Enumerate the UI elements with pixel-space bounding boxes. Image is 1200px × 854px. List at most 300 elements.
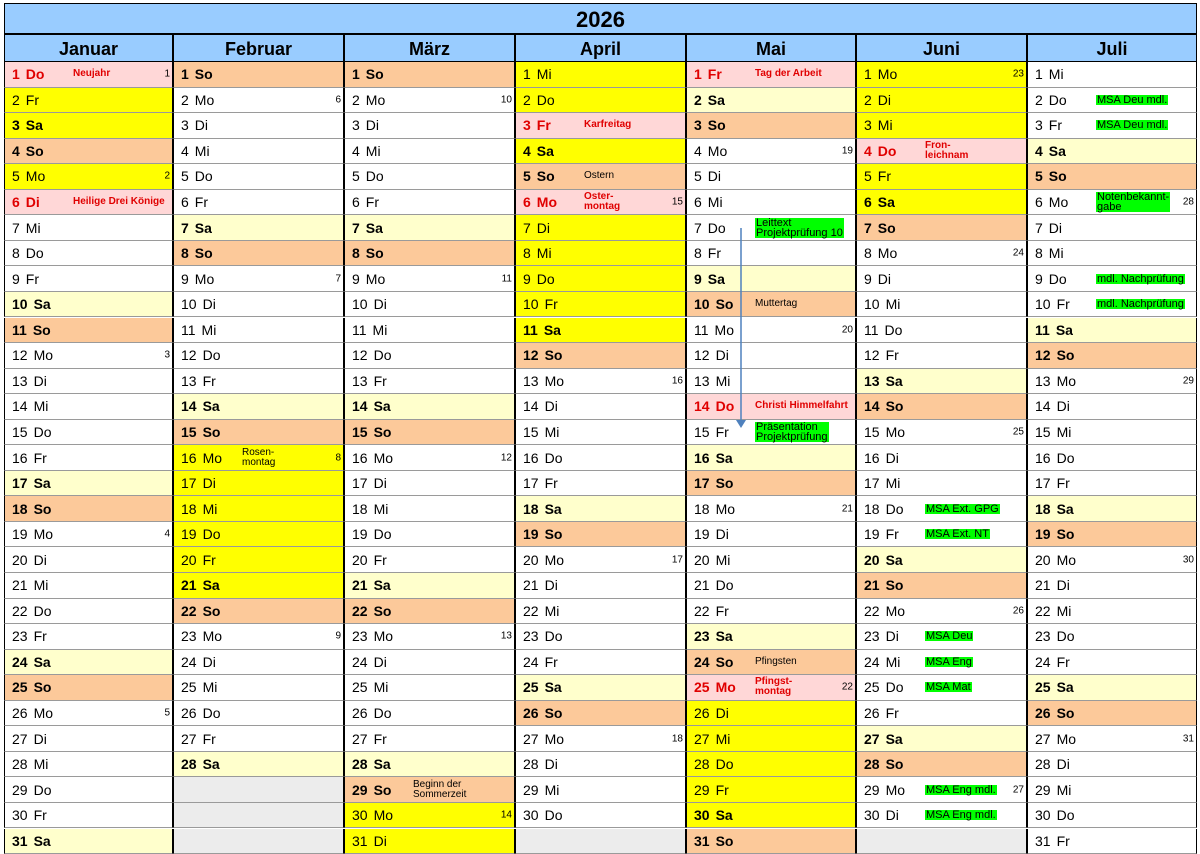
day-cell[interactable] bbox=[515, 522, 686, 548]
day-cell[interactable] bbox=[173, 420, 344, 446]
day-cell[interactable] bbox=[344, 62, 515, 88]
day-cell[interactable] bbox=[1027, 113, 1197, 139]
day-cell[interactable] bbox=[173, 522, 344, 548]
day-cell[interactable] bbox=[173, 752, 344, 778]
day-cell[interactable] bbox=[1027, 164, 1197, 190]
day-cell[interactable] bbox=[515, 113, 686, 139]
day-cell[interactable] bbox=[515, 62, 686, 88]
month-column bbox=[344, 34, 515, 854]
day-of-month: 28 bbox=[523, 756, 539, 772]
day-number bbox=[12, 777, 51, 802]
day-cell[interactable] bbox=[344, 803, 515, 829]
weekday: Sa bbox=[374, 577, 391, 593]
day-cell[interactable] bbox=[4, 215, 173, 241]
day-cell[interactable] bbox=[856, 292, 1027, 318]
day-cell[interactable] bbox=[344, 292, 515, 318]
day-cell[interactable] bbox=[686, 573, 856, 599]
day-cell[interactable] bbox=[686, 292, 856, 318]
day-cell[interactable] bbox=[515, 573, 686, 599]
day-cell[interactable] bbox=[686, 701, 856, 727]
day-cell[interactable] bbox=[173, 139, 344, 165]
day-cell[interactable] bbox=[344, 701, 515, 727]
day-cell[interactable] bbox=[173, 88, 344, 114]
day-cell[interactable] bbox=[686, 624, 856, 650]
day-cell[interactable] bbox=[856, 573, 1027, 599]
day-cell[interactable] bbox=[686, 241, 856, 267]
day-cell[interactable] bbox=[344, 113, 515, 139]
day-cell[interactable] bbox=[856, 215, 1027, 241]
day-cell[interactable] bbox=[173, 318, 344, 344]
day-cell[interactable] bbox=[344, 522, 515, 548]
day-number bbox=[523, 522, 562, 547]
day-cell[interactable] bbox=[344, 573, 515, 599]
day-cell[interactable] bbox=[344, 496, 515, 522]
day-cell[interactable] bbox=[515, 241, 686, 267]
day-cell[interactable] bbox=[856, 803, 1027, 829]
day-cell[interactable] bbox=[1027, 752, 1197, 778]
day-cell[interactable] bbox=[1027, 369, 1197, 395]
weekday: Fr bbox=[1057, 296, 1070, 312]
day-cell[interactable] bbox=[515, 445, 686, 471]
day-cell[interactable] bbox=[1027, 522, 1197, 548]
day-cell[interactable] bbox=[173, 573, 344, 599]
event-label: MSA Mat bbox=[925, 675, 972, 700]
day-cell[interactable] bbox=[344, 829, 515, 854]
day-cell[interactable] bbox=[515, 752, 686, 778]
day-cell[interactable] bbox=[4, 496, 173, 522]
day-cell[interactable] bbox=[686, 318, 856, 344]
day-cell[interactable] bbox=[173, 369, 344, 395]
day-cell[interactable] bbox=[4, 752, 173, 778]
week-number: 7 bbox=[335, 273, 341, 284]
day-number bbox=[181, 215, 212, 240]
day-of-month: 24 bbox=[12, 654, 28, 670]
day-cell[interactable] bbox=[4, 164, 173, 190]
day-cell[interactable] bbox=[4, 650, 173, 676]
day-cell[interactable] bbox=[4, 445, 173, 471]
day-cell[interactable] bbox=[344, 343, 515, 369]
day-cell[interactable] bbox=[344, 88, 515, 114]
day-cell[interactable] bbox=[1027, 241, 1197, 267]
day-cell[interactable] bbox=[856, 624, 1027, 650]
day-cell[interactable] bbox=[4, 675, 173, 701]
day-of-month: 20 bbox=[12, 552, 28, 568]
day-cell[interactable] bbox=[344, 190, 515, 216]
day-cell[interactable] bbox=[686, 445, 856, 471]
day-cell[interactable] bbox=[344, 369, 515, 395]
day-cell[interactable] bbox=[686, 829, 856, 854]
day-cell[interactable] bbox=[344, 777, 515, 803]
day-number bbox=[352, 62, 384, 87]
day-cell[interactable] bbox=[1027, 675, 1197, 701]
day-cell[interactable] bbox=[344, 547, 515, 573]
day-cell[interactable] bbox=[1027, 829, 1197, 854]
day-cell[interactable] bbox=[515, 369, 686, 395]
day-cell[interactable] bbox=[686, 777, 856, 803]
day-of-month: 6 bbox=[523, 194, 531, 210]
day-cell[interactable] bbox=[4, 343, 173, 369]
day-cell[interactable] bbox=[515, 726, 686, 752]
day-cell[interactable] bbox=[4, 266, 173, 292]
day-cell[interactable] bbox=[1027, 62, 1197, 88]
day-cell[interactable] bbox=[1027, 726, 1197, 752]
day-cell[interactable] bbox=[344, 650, 515, 676]
day-cell[interactable] bbox=[344, 624, 515, 650]
day-cell[interactable] bbox=[856, 752, 1027, 778]
event-label: Notenbekannt- gabe bbox=[1096, 190, 1170, 215]
day-cell[interactable] bbox=[856, 471, 1027, 497]
day-cell[interactable] bbox=[4, 292, 173, 318]
day-cell[interactable] bbox=[515, 496, 686, 522]
day-cell[interactable] bbox=[856, 496, 1027, 522]
day-cell[interactable] bbox=[686, 343, 856, 369]
weekday: Fr bbox=[203, 731, 216, 747]
day-number bbox=[694, 777, 729, 802]
day-cell[interactable] bbox=[173, 701, 344, 727]
day-cell[interactable] bbox=[856, 675, 1027, 701]
day-cell[interactable] bbox=[686, 62, 856, 88]
day-of-month: 12 bbox=[864, 347, 880, 363]
day-cell[interactable] bbox=[686, 369, 856, 395]
day-number bbox=[181, 752, 220, 777]
day-of-month: 27 bbox=[12, 731, 28, 747]
day-cell[interactable] bbox=[515, 266, 686, 292]
day-of-month: 28 bbox=[694, 756, 710, 772]
day-cell[interactable] bbox=[173, 599, 344, 625]
day-cell[interactable] bbox=[515, 471, 686, 497]
day-cell[interactable] bbox=[686, 752, 856, 778]
day-cell[interactable] bbox=[1027, 777, 1197, 803]
day-cell[interactable] bbox=[515, 139, 686, 165]
day-of-month: 17 bbox=[864, 475, 880, 491]
day-cell[interactable] bbox=[686, 803, 856, 829]
day-cell[interactable] bbox=[4, 318, 173, 344]
day-cell[interactable] bbox=[4, 241, 173, 267]
day-cell[interactable] bbox=[173, 394, 344, 420]
day-of-month: 10 bbox=[12, 296, 28, 312]
weekday: Di bbox=[366, 117, 379, 133]
week-number: 27 bbox=[1013, 784, 1024, 795]
weekday: So bbox=[708, 117, 726, 133]
day-cell[interactable] bbox=[4, 420, 173, 446]
day-number bbox=[864, 573, 903, 598]
day-cell[interactable] bbox=[4, 522, 173, 548]
day-cell[interactable] bbox=[1027, 394, 1197, 420]
day-cell[interactable] bbox=[515, 624, 686, 650]
day-cell[interactable] bbox=[515, 343, 686, 369]
day-number bbox=[864, 624, 899, 649]
day-cell[interactable] bbox=[856, 266, 1027, 292]
day-cell[interactable] bbox=[173, 241, 344, 267]
day-number bbox=[352, 292, 387, 317]
day-cell[interactable] bbox=[856, 164, 1027, 190]
day-cell[interactable] bbox=[173, 164, 344, 190]
day-cell[interactable] bbox=[173, 726, 344, 752]
day-number bbox=[352, 88, 385, 113]
weekday: Do bbox=[374, 526, 392, 542]
day-of-month: 10 bbox=[1035, 296, 1051, 312]
day-of-month: 9 bbox=[12, 271, 20, 287]
day-cell[interactable] bbox=[4, 547, 173, 573]
day-cell[interactable] bbox=[4, 726, 173, 752]
day-cell[interactable] bbox=[173, 445, 344, 471]
day-cell[interactable] bbox=[515, 394, 686, 420]
event-label: Präsentation Projektprüfung bbox=[755, 420, 829, 445]
day-of-month: 2 bbox=[864, 92, 872, 108]
day-cell[interactable] bbox=[515, 701, 686, 727]
day-cell[interactable] bbox=[686, 164, 856, 190]
day-cell[interactable] bbox=[1027, 190, 1197, 216]
weekday: Mi bbox=[716, 373, 731, 389]
weekday: Sa bbox=[203, 398, 220, 414]
day-number bbox=[694, 599, 729, 624]
day-cell[interactable] bbox=[856, 113, 1027, 139]
day-cell[interactable] bbox=[173, 343, 344, 369]
day-cell[interactable] bbox=[856, 190, 1027, 216]
weekday: Mi bbox=[708, 194, 723, 210]
day-cell[interactable] bbox=[1027, 266, 1197, 292]
day-cell[interactable] bbox=[4, 62, 173, 88]
day-cell[interactable] bbox=[1027, 573, 1197, 599]
weekday: Sa bbox=[544, 322, 561, 338]
day-cell[interactable] bbox=[856, 726, 1027, 752]
day-cell[interactable] bbox=[686, 675, 856, 701]
day-cell[interactable] bbox=[856, 318, 1027, 344]
day-number bbox=[694, 752, 733, 777]
day-cell[interactable] bbox=[1027, 496, 1197, 522]
day-cell[interactable] bbox=[1027, 701, 1197, 727]
day-cell[interactable] bbox=[173, 215, 344, 241]
day-cell[interactable] bbox=[173, 113, 344, 139]
day-cell[interactable] bbox=[856, 599, 1027, 625]
day-of-month: 14 bbox=[523, 398, 539, 414]
day-number bbox=[694, 803, 733, 828]
day-cell[interactable] bbox=[344, 445, 515, 471]
day-cell[interactable] bbox=[173, 292, 344, 318]
day-cell[interactable] bbox=[344, 726, 515, 752]
day-cell[interactable] bbox=[4, 701, 173, 727]
day-number bbox=[181, 266, 214, 291]
day-of-month: 6 bbox=[181, 194, 189, 210]
day-cell[interactable] bbox=[173, 62, 344, 88]
day-cell[interactable] bbox=[856, 88, 1027, 114]
day-number bbox=[523, 752, 558, 777]
day-cell[interactable] bbox=[344, 215, 515, 241]
day-cell[interactable] bbox=[686, 522, 856, 548]
day-cell[interactable] bbox=[686, 471, 856, 497]
day-cell[interactable] bbox=[515, 803, 686, 829]
day-cell[interactable] bbox=[173, 675, 344, 701]
weekday: Mi bbox=[886, 296, 901, 312]
day-cell[interactable] bbox=[686, 650, 856, 676]
day-of-month: 21 bbox=[1035, 577, 1051, 593]
day-cell[interactable] bbox=[515, 292, 686, 318]
day-cell[interactable] bbox=[515, 190, 686, 216]
month-header: Februar bbox=[173, 34, 344, 62]
week-number: 28 bbox=[1183, 197, 1194, 208]
day-cell[interactable] bbox=[856, 701, 1027, 727]
day-cell[interactable] bbox=[344, 139, 515, 165]
day-cell[interactable] bbox=[515, 88, 686, 114]
weekday: So bbox=[374, 424, 392, 440]
day-cell[interactable] bbox=[515, 650, 686, 676]
day-cell[interactable] bbox=[344, 471, 515, 497]
day-cell[interactable] bbox=[686, 215, 856, 241]
day-number bbox=[352, 471, 387, 496]
day-cell[interactable] bbox=[344, 752, 515, 778]
day-cell[interactable] bbox=[686, 266, 856, 292]
day-cell[interactable] bbox=[1027, 599, 1197, 625]
day-cell[interactable] bbox=[686, 394, 856, 420]
day-of-month: 3 bbox=[181, 117, 189, 133]
week-number: 6 bbox=[335, 94, 341, 105]
day-cell[interactable] bbox=[1027, 420, 1197, 446]
day-cell[interactable] bbox=[686, 113, 856, 139]
day-cell[interactable] bbox=[515, 420, 686, 446]
day-cell[interactable] bbox=[4, 471, 173, 497]
day-of-month: 7 bbox=[181, 220, 189, 236]
day-cell[interactable] bbox=[686, 139, 856, 165]
day-cell[interactable] bbox=[856, 369, 1027, 395]
day-number bbox=[523, 420, 559, 445]
day-cell[interactable] bbox=[856, 420, 1027, 446]
day-cell[interactable] bbox=[686, 547, 856, 573]
day-cell[interactable] bbox=[515, 215, 686, 241]
weekday: So bbox=[716, 475, 734, 491]
weekday: So bbox=[545, 347, 563, 363]
day-cell[interactable] bbox=[4, 624, 173, 650]
day-number bbox=[864, 701, 899, 726]
day-cell[interactable] bbox=[4, 394, 173, 420]
day-cell[interactable] bbox=[856, 394, 1027, 420]
day-cell[interactable] bbox=[1027, 292, 1197, 318]
day-of-month: 26 bbox=[1035, 705, 1051, 721]
weekday: Mo bbox=[34, 526, 53, 542]
weekday: Fr bbox=[716, 782, 729, 798]
day-cell[interactable] bbox=[4, 139, 173, 165]
event-label: MSA Ext. GPG bbox=[925, 496, 1000, 521]
weekday: Do bbox=[545, 628, 563, 644]
day-cell[interactable] bbox=[1027, 88, 1197, 114]
day-cell[interactable] bbox=[856, 777, 1027, 803]
weekday: So bbox=[366, 245, 384, 261]
day-of-month: 8 bbox=[1035, 245, 1043, 261]
day-of-month: 6 bbox=[1035, 194, 1043, 210]
day-cell[interactable] bbox=[1027, 139, 1197, 165]
month-header: Mai bbox=[686, 34, 856, 62]
day-cell[interactable] bbox=[173, 471, 344, 497]
day-cell[interactable] bbox=[686, 420, 856, 446]
day-of-month: 27 bbox=[864, 731, 880, 747]
day-cell[interactable] bbox=[515, 547, 686, 573]
weekday: Di bbox=[374, 296, 387, 312]
day-cell[interactable] bbox=[173, 650, 344, 676]
day-cell[interactable] bbox=[856, 62, 1027, 88]
day-cell[interactable] bbox=[686, 496, 856, 522]
day-cell[interactable] bbox=[344, 266, 515, 292]
day-cell[interactable] bbox=[515, 675, 686, 701]
weekday: Sa bbox=[886, 731, 903, 747]
day-cell[interactable] bbox=[1027, 624, 1197, 650]
day-cell[interactable] bbox=[856, 139, 1027, 165]
day-cell[interactable] bbox=[856, 445, 1027, 471]
day-cell[interactable] bbox=[173, 190, 344, 216]
day-cell[interactable] bbox=[1027, 215, 1197, 241]
day-cell[interactable] bbox=[173, 496, 344, 522]
day-cell[interactable] bbox=[1027, 445, 1197, 471]
day-cell[interactable] bbox=[686, 88, 856, 114]
day-cell[interactable] bbox=[856, 522, 1027, 548]
day-cell[interactable] bbox=[4, 829, 173, 854]
day-number bbox=[864, 62, 897, 87]
day-cell[interactable] bbox=[686, 726, 856, 752]
day-cell[interactable] bbox=[4, 88, 173, 114]
day-cell[interactable] bbox=[686, 190, 856, 216]
weekday: Do bbox=[545, 807, 563, 823]
day-cell[interactable] bbox=[856, 343, 1027, 369]
day-of-month: 21 bbox=[694, 577, 710, 593]
day-of-month: 28 bbox=[12, 756, 28, 772]
day-of-month: 8 bbox=[352, 245, 360, 261]
day-cell[interactable] bbox=[1027, 318, 1197, 344]
weekday: So bbox=[33, 322, 51, 338]
day-cell[interactable] bbox=[344, 241, 515, 267]
day-cell[interactable] bbox=[1027, 471, 1197, 497]
day-cell[interactable] bbox=[686, 599, 856, 625]
day-cell[interactable] bbox=[344, 675, 515, 701]
day-number bbox=[181, 394, 220, 419]
day-cell[interactable] bbox=[856, 650, 1027, 676]
day-number bbox=[1035, 624, 1074, 649]
day-cell[interactable] bbox=[173, 266, 344, 292]
day-number bbox=[1035, 496, 1074, 521]
day-of-month: 5 bbox=[864, 168, 872, 184]
day-of-month: 31 bbox=[1035, 833, 1051, 849]
day-cell[interactable] bbox=[1027, 547, 1197, 573]
day-cell[interactable] bbox=[4, 113, 173, 139]
day-cell[interactable] bbox=[1027, 803, 1197, 829]
day-cell[interactable] bbox=[4, 369, 173, 395]
day-cell[interactable] bbox=[344, 394, 515, 420]
weekday: Do bbox=[1049, 271, 1067, 287]
day-cell[interactable] bbox=[173, 547, 344, 573]
day-cell[interactable] bbox=[515, 599, 686, 625]
weekday: Mi bbox=[886, 475, 901, 491]
day-cell[interactable] bbox=[4, 777, 173, 803]
day-cell[interactable] bbox=[515, 777, 686, 803]
day-cell[interactable] bbox=[856, 547, 1027, 573]
day-cell[interactable] bbox=[344, 420, 515, 446]
day-cell[interactable] bbox=[344, 318, 515, 344]
day-cell[interactable] bbox=[515, 318, 686, 344]
day-cell[interactable] bbox=[1027, 343, 1197, 369]
day-cell[interactable] bbox=[4, 803, 173, 829]
day-cell[interactable] bbox=[4, 190, 173, 216]
holiday-label: Rosen- montag bbox=[242, 445, 275, 470]
weekday: Mi bbox=[886, 654, 901, 670]
day-of-month: 16 bbox=[1035, 450, 1051, 466]
day-cell[interactable] bbox=[344, 164, 515, 190]
day-of-month: 24 bbox=[864, 654, 880, 670]
day-cell[interactable] bbox=[4, 573, 173, 599]
day-cell[interactable] bbox=[1027, 650, 1197, 676]
day-cell[interactable] bbox=[344, 599, 515, 625]
day-cell[interactable] bbox=[515, 164, 686, 190]
day-cell[interactable] bbox=[4, 599, 173, 625]
day-cell[interactable] bbox=[173, 624, 344, 650]
day-of-month: 24 bbox=[523, 654, 539, 670]
day-cell[interactable] bbox=[856, 241, 1027, 267]
